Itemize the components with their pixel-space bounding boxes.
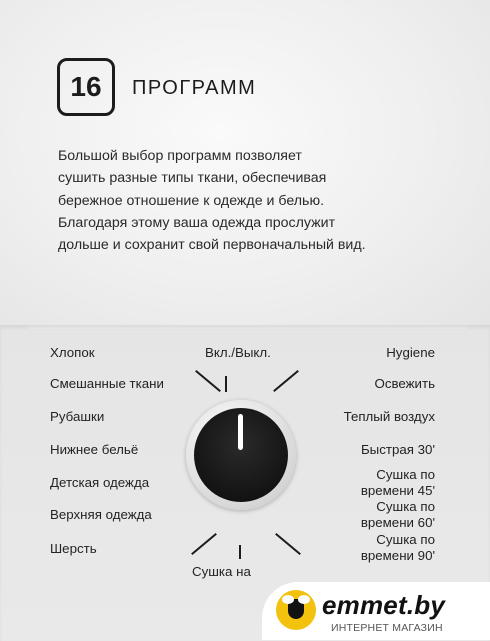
- description-line: Благодаря этому ваша одежда прослужит: [58, 214, 336, 231]
- program-shirts[interactable]: Рубашки: [50, 409, 105, 424]
- bee-icon: [276, 590, 316, 630]
- description-line: сушить разные типы ткани, обеспечивая: [58, 170, 327, 187]
- program-timed-90-line1: Сушка по: [376, 532, 435, 547]
- program-wool[interactable]: Шерсть: [50, 541, 97, 556]
- program-refresh[interactable]: Освежить: [374, 376, 435, 391]
- program-warm-air[interactable]: Теплый воздух: [343, 409, 435, 424]
- program-timed-90[interactable]: [361, 532, 435, 564]
- description-line: бережное отношение к одежде и белью.: [58, 192, 325, 209]
- description-text: [58, 145, 398, 256]
- program-timed-60[interactable]: [361, 499, 435, 531]
- bottom-program-label[interactable]: Сушка на: [192, 564, 251, 579]
- program-underwear[interactable]: Нижнее бельё: [50, 442, 139, 457]
- program-timed-60-line2: времени 60': [360, 515, 435, 530]
- program-quick-30[interactable]: Быстрая 30': [360, 442, 435, 457]
- program-cotton[interactable]: Хлопок: [50, 345, 95, 360]
- program-count-badge: [57, 58, 115, 116]
- program-timed-60-line1: Сушка по: [376, 499, 435, 514]
- panel-edge: [28, 325, 468, 329]
- store-logo-tagline: ИНТЕРНЕТ МАГАЗИН: [331, 622, 443, 634]
- program-timed-45-line2: времени 45': [360, 483, 435, 498]
- description-line: дольше и сохранит свой первоначальный вид.: [58, 237, 366, 254]
- store-logo-name[interactable]: emmet.by: [322, 590, 445, 620]
- tick-bottom: [239, 545, 241, 559]
- program-hygiene[interactable]: Hygiene: [386, 345, 435, 360]
- program-timed-90-line2: времени 90': [360, 548, 435, 563]
- section-heading: ПРОГРАММ: [132, 77, 257, 99]
- program-outerwear[interactable]: Верхняя одежда: [50, 507, 152, 522]
- program-baby-clothes[interactable]: Детская одежда: [50, 475, 150, 490]
- program-timed-45[interactable]: [361, 467, 435, 499]
- program-mixed-fabrics[interactable]: Смешанные ткани: [50, 376, 164, 391]
- power-label: Вкл./Выкл.: [205, 345, 271, 360]
- description-line: Большой выбор программ позволяет: [58, 148, 302, 164]
- tick-top: [225, 376, 227, 392]
- program-count: 16: [70, 71, 102, 102]
- program-timed-45-line1: Сушка по: [376, 467, 435, 482]
- knob-indicator: [238, 414, 243, 450]
